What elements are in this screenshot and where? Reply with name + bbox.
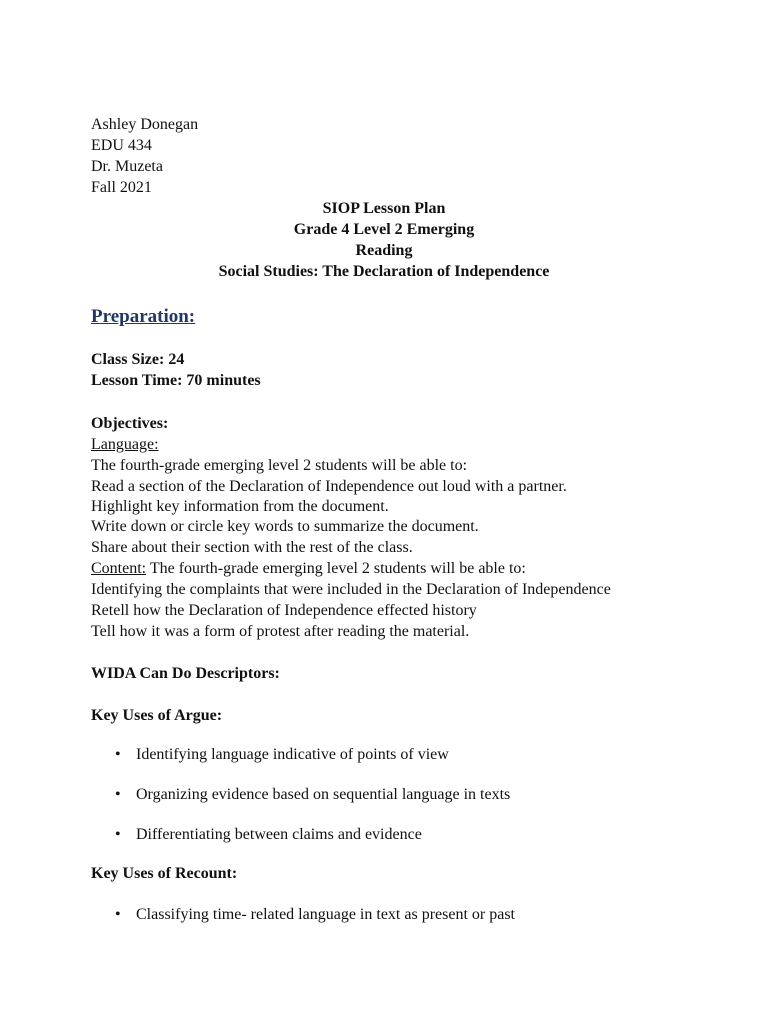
- lesson-time: Lesson Time: 70 minutes: [91, 372, 261, 389]
- content-label: Content:: [91, 560, 147, 577]
- content-objective: Retell how the Declaration of Independence effected history: [91, 602, 477, 619]
- bullet-glyph: •: [115, 746, 121, 763]
- language-objective: Write down or circle key words to summarize the document.: [91, 518, 479, 535]
- argue-heading: Key Uses of Argue:: [91, 707, 223, 724]
- content-objective: Tell how it was a form of protest after reading the material.: [91, 623, 470, 640]
- term: Fall 2021: [91, 179, 152, 196]
- content-objective-line: [91, 559, 526, 579]
- language-objective: Share about their section with the rest of the class.: [91, 539, 413, 556]
- title-line-1: SIOP Lesson Plan: [322, 200, 446, 217]
- language-objective: Highlight key information from the document.: [91, 498, 389, 515]
- content-objective: Identifying the complaints that were included in the Declaration of Independence: [91, 581, 611, 598]
- language-label: Language:: [91, 436, 159, 453]
- bullet-glyph: •: [115, 906, 121, 923]
- language-objective: Read a section of the Declaration of Independence out loud with a partner.: [91, 478, 567, 495]
- preparation-heading: Preparation:: [91, 306, 196, 327]
- bullet-glyph: •: [115, 786, 121, 803]
- argue-item: Identifying language indicative of points of view: [136, 746, 449, 763]
- class-size: Class Size: 24: [91, 351, 185, 368]
- bullet-glyph: •: [115, 826, 121, 843]
- instructor-name: Dr. Muzeta: [91, 158, 163, 175]
- author-name: Ashley Donegan: [91, 116, 199, 133]
- title-line-2: Grade 4 Level 2 Emerging: [293, 221, 475, 238]
- course-code: EDU 434: [91, 137, 152, 154]
- recount-item: Classifying time- related language in text as present or past: [136, 906, 515, 923]
- content-intro: The fourth-grade emerging level 2 students will be able to:: [146, 560, 526, 577]
- wida-heading: WIDA Can Do Descriptors:: [91, 665, 280, 682]
- language-intro: The fourth-grade emerging level 2 students will be able to:: [91, 457, 468, 474]
- objectives-heading: Objectives:: [91, 415, 169, 432]
- argue-item: Organizing evidence based on sequential language in texts: [136, 786, 511, 803]
- recount-heading: Key Uses of Recount:: [91, 865, 238, 882]
- title-line-3: Reading: [355, 242, 413, 259]
- title-line-4: Social Studies: The Declaration of Independence: [218, 263, 550, 280]
- argue-item: Differentiating between claims and evidence: [136, 826, 422, 843]
